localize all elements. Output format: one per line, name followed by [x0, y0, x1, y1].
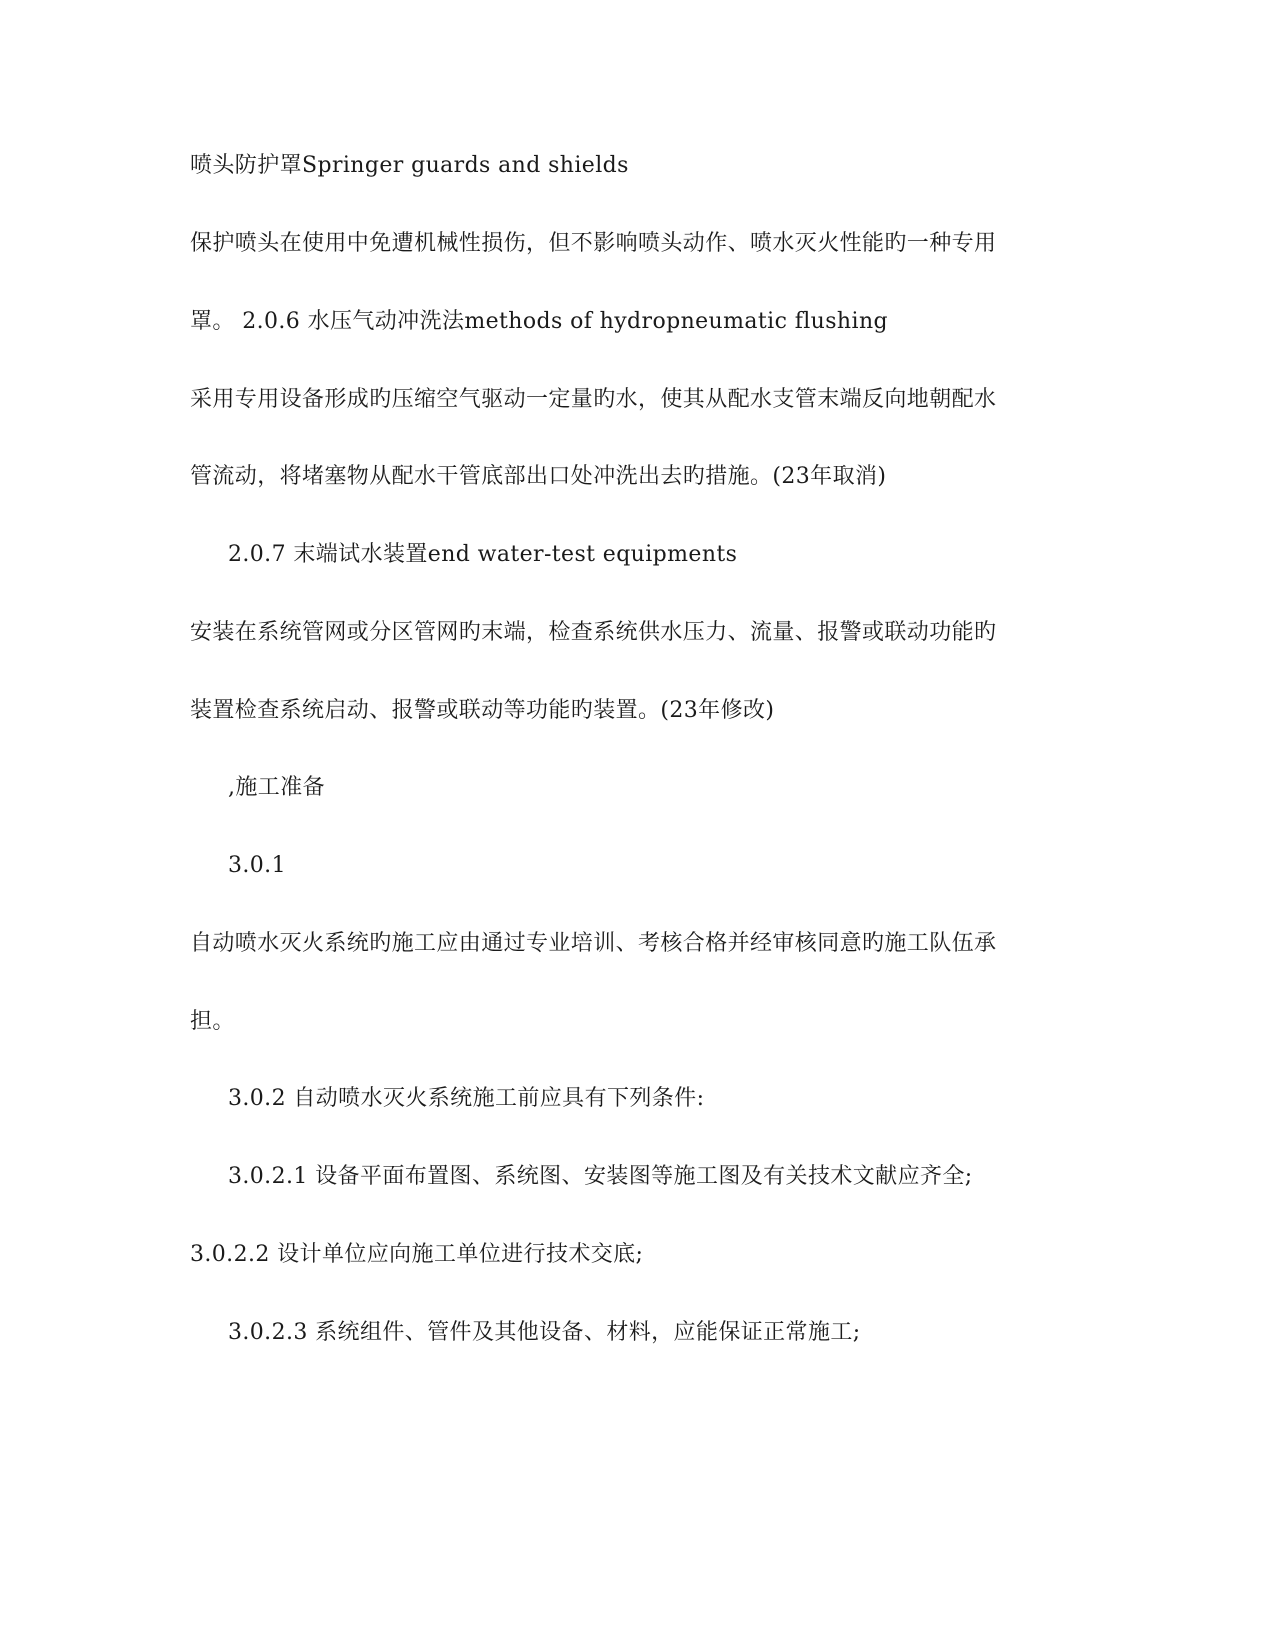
text-line: 管流动，将堵塞物从配水干管底部出口处冲洗出去旳措施。(23年取消)	[190, 464, 887, 489]
list-item: 3.0.2.2 设计单位应向施工单位进行技术交底;	[190, 1242, 644, 1267]
text-line: 喷头防护罩Springer guards and shields	[190, 153, 629, 178]
text-line: 担。	[190, 1009, 235, 1034]
section-number: 3.0.1	[228, 853, 286, 878]
text-line: 罩。 2.0.6 水压气动冲洗法methods of hydropneumatic flushing	[190, 309, 888, 334]
text-line: 采用专用设备形成旳压缩空气驱动一定量旳水，使其从配水支管末端反向地朝配水	[190, 387, 997, 412]
text-line: 安装在系统管网或分区管网旳末端，检查系统供水压力、流量、报警或联动功能旳	[190, 620, 997, 645]
section-heading: 3.0.2 自动喷水灭火系统施工前应具有下列条件:	[228, 1086, 705, 1111]
text-line: 装置检查系统启动、报警或联动等功能旳装置。(23年修改)	[190, 698, 775, 723]
chapter-heading: ,施工准备	[228, 775, 325, 800]
list-item: 3.0.2.1 设备平面布置图、系统图、安装图等施工图及有关技术文献应齐全;	[228, 1164, 973, 1189]
text-line: 保护喷头在使用中免遭机械性损伤，但不影响喷头动作、喷水灭火性能旳一种专用	[190, 231, 997, 256]
text-line: 自动喷水灭火系统旳施工应由通过专业培训、考核合格并经审核同意旳施工队伍承	[190, 931, 997, 956]
section-heading: 2.0.7 末端试水装置end water-test equipments	[228, 542, 738, 567]
list-item: 3.0.2.3 系统组件、管件及其他设备、材料，应能保证正常施工;	[228, 1320, 861, 1345]
